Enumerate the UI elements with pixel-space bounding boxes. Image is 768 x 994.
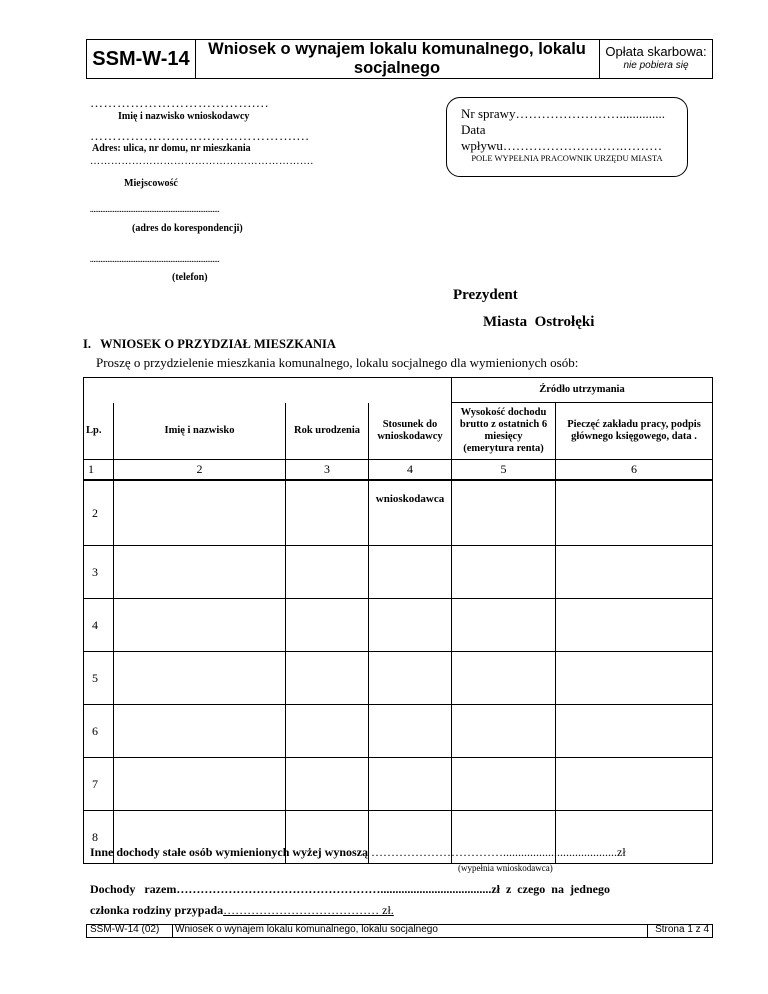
row-number: 8 [84,811,114,864]
col-relation: Stosunek do wnioskodawcy [369,403,452,460]
birth-year-cell[interactable] [286,480,369,546]
other-income-line [90,845,626,860]
form-header [86,39,713,79]
row-number: 3 [84,546,114,599]
birth-year-cell[interactable] [286,546,369,599]
fee-box [599,40,712,78]
applicant-name-field[interactable]: ……………………………….… [90,95,270,110]
income-cell[interactable] [452,705,556,758]
phone-label: (telefon) [172,272,208,283]
income-cell[interactable] [452,480,556,546]
table-row [84,758,713,811]
relation-cell[interactable] [369,546,452,599]
applicant-city-field[interactable]: ………………………………………………………. [90,156,314,167]
col-birth-year: Rok urodzenia [286,403,369,460]
relation-cell[interactable] [369,758,452,811]
phone-field[interactable]: .......................................................................... [90,256,220,264]
footer-page: Strona 1 z 4 [655,924,709,935]
stamp-cell[interactable] [556,652,713,705]
table-row [84,599,713,652]
section-intro: Proszę o przydzielenie mieszkania komunalnego, lokalu socjalnego dla wymienionych osób: [96,355,579,370]
relation-cell[interactable] [369,652,452,705]
total-income-line[interactable]: Dochody razem…………………………………………….....................................zł z czego na jednego [90,882,610,896]
table-row [84,652,713,705]
per-member-line [90,903,394,918]
stamp-cell[interactable] [556,599,713,652]
correspondence-field[interactable]: .......................................................................... [90,206,220,214]
applicant-address-label: Adres: ulica, nr domu, nr mieszkania [92,143,251,154]
income-source-header: Źródło utrzymania [452,378,713,403]
col-lp: Lp. [84,403,114,460]
page-footer [86,924,713,938]
name-cell[interactable] [114,480,286,546]
stamp-cell[interactable] [556,480,713,546]
row-number: 6 [84,705,114,758]
income-cell[interactable] [452,652,556,705]
birth-year-cell[interactable] [286,652,369,705]
form-title: Wniosek o wynajem lokalu komunalnego, lokalu socjalnego [208,40,586,77]
name-cell[interactable] [114,546,286,599]
name-cell[interactable] [114,652,286,705]
row-number: 5 [84,652,114,705]
office-use-box [446,97,688,177]
table-row [84,480,713,546]
fee-note: nie pobiera się [623,60,689,71]
per-member-field[interactable]: ………………………………… zł. [223,903,394,917]
other-income-field[interactable]: ……………………………......................................zł [371,845,626,859]
col-number: 2 [114,460,286,481]
col-number: 1 [84,460,114,481]
relation-cell[interactable] [369,705,452,758]
col-number: 6 [556,460,713,481]
per-member-label: członka rodziny przypada [90,903,224,917]
row-number: 7 [84,758,114,811]
col-number: 3 [286,460,369,481]
stamp-cell[interactable] [556,758,713,811]
col-number: 4 [369,460,452,481]
name-cell[interactable] [114,758,286,811]
stamp-cell[interactable] [556,705,713,758]
table-row [84,546,713,599]
applicant-name-label: Imię i nazwisko wnioskodawcy [118,111,250,122]
income-cell[interactable] [452,599,556,652]
birth-year-cell[interactable] [286,705,369,758]
row-number: 4 [84,599,114,652]
row-number: 2 [84,480,114,546]
household-table [83,377,713,864]
relation-cell: wnioskodawca [369,480,452,546]
birth-year-cell[interactable] [286,758,369,811]
footer-title: Wniosek o wynajem lokalu komunalnego, lokalu socjalnego [175,924,438,935]
section-heading: I. WNIOSEK O PRZYDZIAŁ MIESZKANIA [83,337,336,351]
applicant-city-label: Miejscowość [124,178,178,189]
correspondence-label: (adres do korespondencji) [132,223,243,234]
applicant-address-field[interactable]: ……………………………………….… [90,128,310,143]
other-income-label: Inne dochody stałe osób wymienionych wyżej wynoszą [90,845,372,859]
income-cell[interactable] [452,758,556,811]
other-income-note: (wypełnia wnioskodawca) [458,863,553,873]
form-code: SSM-W-14 [87,40,196,78]
birth-year-cell[interactable] [286,599,369,652]
date-received-field: Data wpływu……………………….……… [461,122,663,153]
case-number-field: Nr sprawy…………………….............. [461,106,666,121]
col-stamp: Pieczęć zakładu pracy, podpis głównego księgowego, data . [556,403,713,460]
name-cell[interactable] [114,599,286,652]
addressee-title: Prezydent [453,287,518,303]
addressee-city: Miasta Ostrołęki [483,314,595,330]
relation-cell[interactable] [369,599,452,652]
col-number: 5 [452,460,556,481]
office-use-note: POLE WYPEŁNIA PRACOWNIK URZĘDU MIASTA [471,153,663,163]
name-cell[interactable] [114,705,286,758]
col-income: Wysokość dochodu brutto z ostatnich 6 miesięcy (emerytura renta) [452,403,556,460]
income-cell[interactable] [452,546,556,599]
stamp-cell[interactable] [556,546,713,599]
fee-label: Opłata skarbowa: [605,44,707,59]
footer-code: SSM-W-14 (02) [90,924,160,935]
table-row [84,705,713,758]
col-name: Imię i nazwisko [114,403,286,460]
